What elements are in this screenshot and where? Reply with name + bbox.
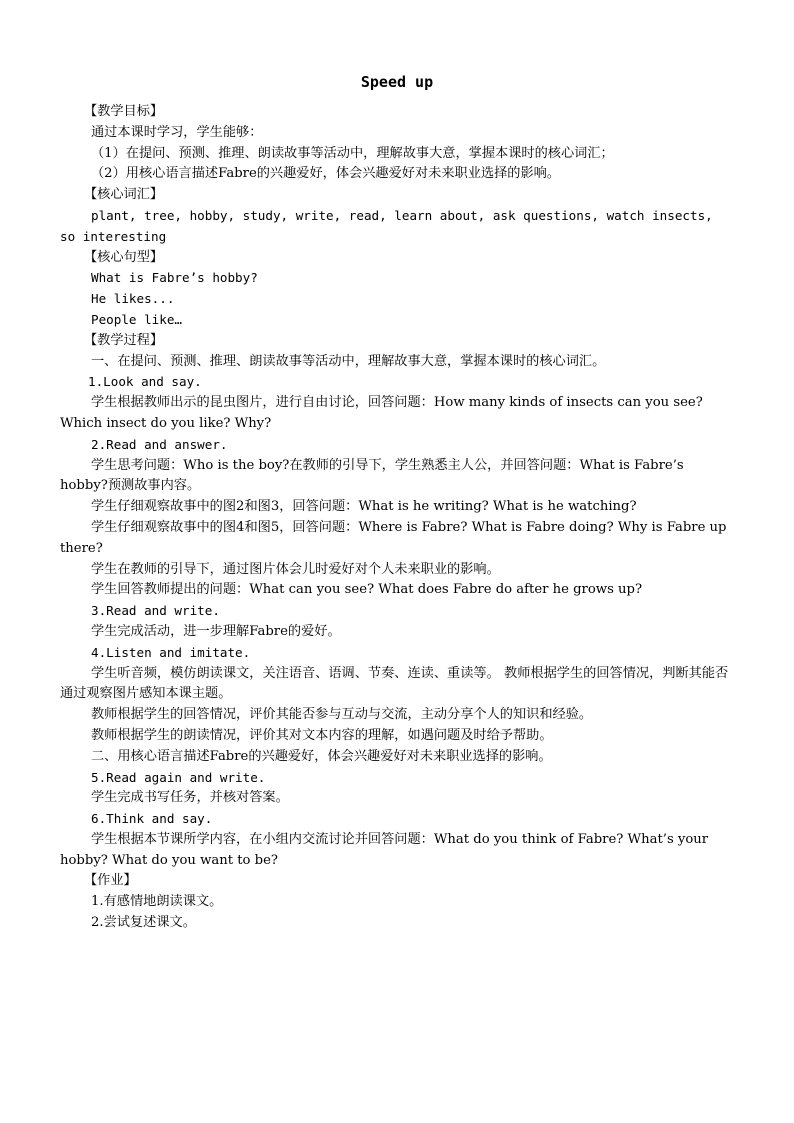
activity-title: 3.Read and write. [91, 603, 220, 619]
paragraph: 学生回答教师提出的问题：What can you see? What does Fabre do after he grows up? [91, 582, 643, 598]
activity-title: 5.Read again and write. [91, 769, 266, 785]
section-heading-objectives: 【教学目标】 [84, 104, 164, 119]
activity-title: 2.Read and answer. [91, 436, 228, 452]
activity-title: 1.Look and say. [88, 374, 202, 390]
paragraph: 学生根据本节课所学内容，在小组内交流讨论并回答问题：What do you think of Fabre? What’s your hobby? What do you want to be? [60, 831, 709, 868]
objective-item: （1）在提问、预测、推理、朗读故事等活动中，理解故事大意，掌握本课时的核心词汇； [91, 145, 614, 161]
objective-item: （2）用核心语言描述Fabre的兴趣爱好，体会兴趣爱好对未来职业选择的影响。 [91, 166, 561, 182]
section-heading-process: 【教学过程】 [84, 332, 164, 348]
sentence-pattern: What is Fabre’s hobby? [91, 270, 258, 286]
paragraph: 学生仔细观察故事中的图2和图3，回答问题：What is he writing? What is he watching? [91, 499, 637, 515]
section-heading-homework: 【作业】 [84, 873, 137, 889]
paragraph: 通过本课时学习，学生能够： [91, 124, 263, 140]
homework-item: 2.尝试复述课文。 [91, 915, 196, 931]
paragraph: 学生思考问题：Who is the boy?在教师的引导下，学生熟悉主人公，并回答问题：What is Fabre’s hobby?预测故事内容。 [60, 457, 684, 494]
paragraph: 教师根据学生的回答情况，评价其能否参与互动与交流，主动分享个人的知识和经验。 [91, 707, 593, 723]
homework-item: 1.有感情地朗读课文。 [91, 894, 223, 910]
document-body [60, 102, 734, 934]
document-title: Speed up [360, 73, 434, 91]
paragraph: 教师根据学生的朗读情况，评价其对文本内容的理解，如遇问题及时给予帮助。 [91, 727, 553, 743]
sentence-pattern: He likes... [91, 291, 175, 307]
paragraph: 学生听音频，模仿朗读课文，关注语音、语调、节奏、连读、重读等。 教师根据学生的回答情况，判断其能否通过观察图片感知本课主题。 [60, 665, 729, 702]
vocabulary-list: plant, tree, hobby, study, write, read, learn about, ask questions, watch insects, so interesting [60, 207, 713, 244]
paragraph: 学生仔细观察故事中的图4和图5，回答问题：Where is Fabre? What is Fabre doing? Why is Fabre up there? [60, 519, 727, 556]
activity-title: 6.Think and say. [91, 811, 213, 827]
process-part-heading: 二、用核心语言描述Fabre的兴趣爱好，体会兴趣爱好对未来职业选择的影响。 [91, 748, 552, 764]
section-heading-vocabulary: 【核心词汇】 [84, 187, 164, 203]
paragraph: 学生在教师的引导下，通过图片体会儿时爱好对个人未来职业的影响。 [91, 561, 500, 577]
activity-title: 4.Listen and imitate. [91, 644, 251, 660]
section-heading-sentences: 【核心句型】 [84, 249, 164, 265]
paragraph: 学生完成活动，进一步理解Fabre的爱好。 [91, 623, 341, 639]
process-part-heading: 一、在提问、预测、推理、朗读故事等活动中，理解故事大意，掌握本课时的核心词汇。 [91, 353, 606, 369]
sentence-pattern: People like… [91, 311, 182, 327]
paragraph: 学生完成书写任务，并核对答案。 [91, 790, 289, 806]
paragraph: 学生根据教师出示的昆虫图片，进行自由讨论，回答问题：How many kinds of insects can you see? Which insect do you like? Why? [60, 395, 703, 431]
